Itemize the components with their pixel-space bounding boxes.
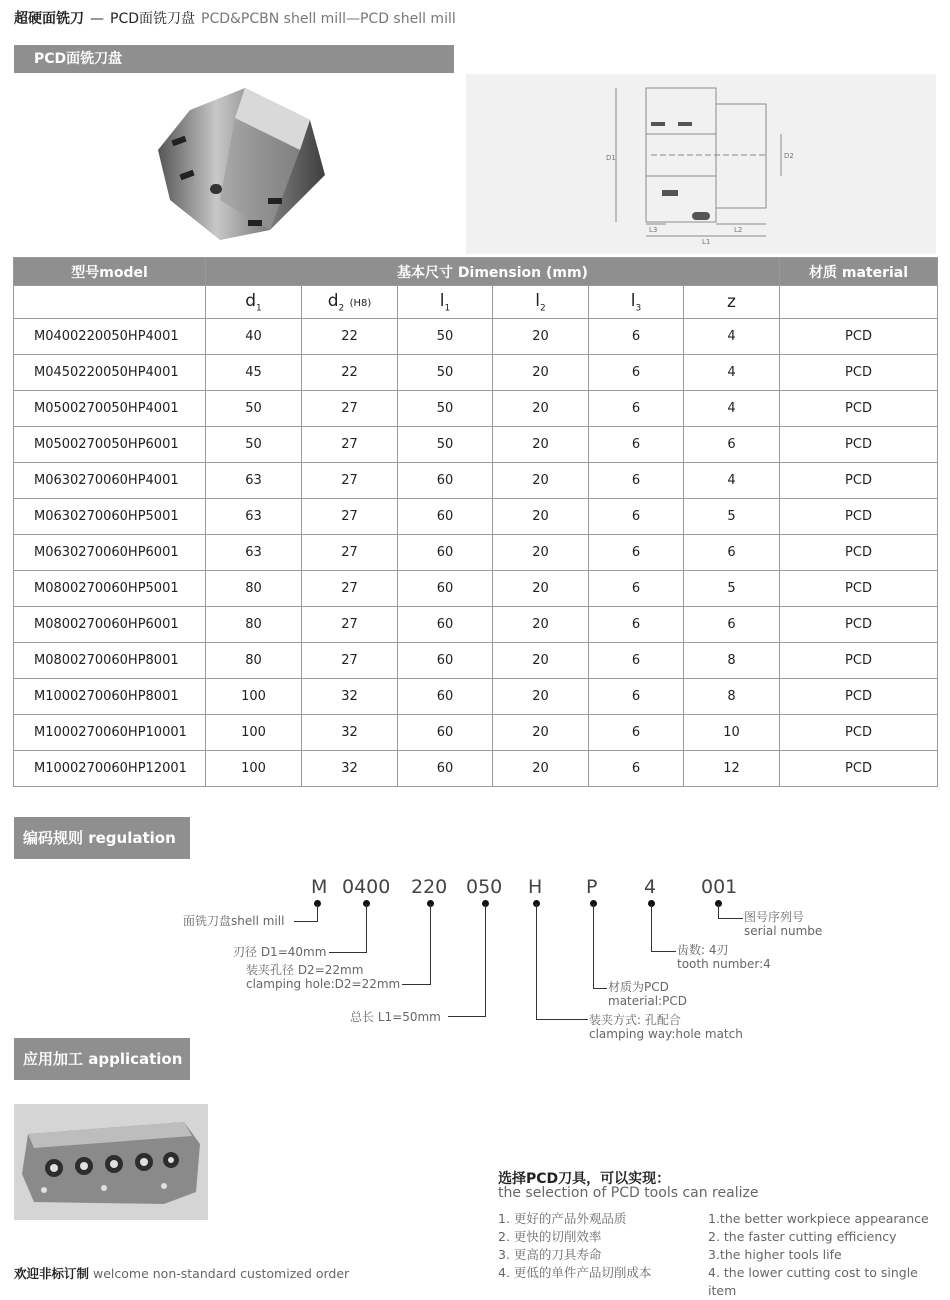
cell-d1: 100	[206, 679, 302, 715]
cell-d1: 63	[206, 499, 302, 535]
cell-model: M0630270060HP5001	[14, 499, 206, 535]
annotation-material-en: material:PCD	[608, 994, 687, 1008]
table-row	[14, 391, 938, 427]
connector-line	[593, 988, 607, 989]
subheader-l2: $l_2$	[493, 286, 589, 319]
code-part-material: P	[586, 876, 598, 898]
cell-d1: 40	[206, 319, 302, 355]
cell-z: 4	[684, 391, 780, 427]
subheader-z: z	[684, 286, 780, 319]
annotation-tooth-cn: 齿数: 4刃	[677, 943, 729, 957]
annotation-clamp-en: clamping way:hole match	[589, 1027, 743, 1041]
cell-d2: 27	[302, 643, 398, 679]
cell-material: PCD	[780, 751, 938, 787]
code-part-clamp: H	[528, 876, 543, 898]
drawing-label-d2: D2	[784, 152, 794, 160]
code-part-d2: 220	[411, 876, 448, 898]
selection-title-en: the selection of PCD tools can realize	[498, 1185, 759, 1201]
cell-d2: 32	[302, 679, 398, 715]
cell-model: M0800270060HP8001	[14, 643, 206, 679]
cell-d2: 27	[302, 535, 398, 571]
cell-model: M0500270050HP4001	[14, 391, 206, 427]
cell-d1: 63	[206, 535, 302, 571]
cell-z: 12	[684, 751, 780, 787]
cell-l1: 60	[398, 715, 493, 751]
subheader-d1: $d_1$	[206, 286, 302, 319]
cell-d1: 50	[206, 391, 302, 427]
cell-l1: 50	[398, 319, 493, 355]
cell-l1: 50	[398, 355, 493, 391]
cell-model: M1000270060HP12001	[14, 751, 206, 787]
cell-d1: 45	[206, 355, 302, 391]
cell-l1: 60	[398, 463, 493, 499]
connector-line	[366, 904, 367, 953]
annotation-tooth-en: tooth number:4	[677, 957, 771, 971]
cell-model: M0450220050HP4001	[14, 355, 206, 391]
annotation-material-cn: 材质为PCD	[608, 980, 669, 994]
drawing-label-l1: L1	[702, 238, 711, 246]
connector-line	[651, 904, 652, 952]
cell-l3: 6	[589, 643, 684, 679]
cell-l3: 6	[589, 751, 684, 787]
annotation-serial-en: serial numbe	[744, 924, 823, 938]
cell-l2: 20	[493, 427, 589, 463]
cell-l1: 60	[398, 751, 493, 787]
cell-l2: 20	[493, 355, 589, 391]
col-header-material: 材质 material	[780, 258, 938, 286]
cell-material: PCD	[780, 391, 938, 427]
header-subtitle: PCD面铣刀盘	[110, 11, 195, 27]
cell-d2: 27	[302, 463, 398, 499]
connector-line	[536, 904, 537, 1020]
cell-l2: 20	[493, 463, 589, 499]
cell-l3: 6	[589, 607, 684, 643]
connector-line	[651, 951, 676, 952]
list-item: 1. 更好的产品外观品质	[498, 1211, 627, 1226]
cell-d2: 27	[302, 391, 398, 427]
connector-line	[402, 984, 431, 985]
table-row	[14, 535, 938, 571]
cell-material: PCD	[780, 535, 938, 571]
cell-l3: 6	[589, 715, 684, 751]
annotation-d2-cn: 装夹孔径 D2=22mm	[246, 963, 364, 977]
code-part-teeth: 4	[644, 876, 657, 898]
cell-l2: 20	[493, 499, 589, 535]
cell-l2: 20	[493, 679, 589, 715]
cell-z: 4	[684, 355, 780, 391]
cell-l3: 6	[589, 319, 684, 355]
section-bar-product: PCD面铣刀盘	[14, 45, 454, 73]
list-item: 1.the better workpiece appearance	[708, 1211, 929, 1226]
table-row	[14, 499, 938, 535]
cell-material: PCD	[780, 715, 938, 751]
cell-material: PCD	[780, 427, 938, 463]
cell-material: PCD	[780, 355, 938, 391]
table-row	[14, 319, 938, 355]
connector-line	[448, 1016, 486, 1017]
drawing-label-l2: L2	[734, 226, 743, 234]
cell-model: M0800270060HP6001	[14, 607, 206, 643]
table-row	[14, 571, 938, 607]
drawing-label-l3: L3	[649, 226, 658, 234]
cell-model: M0500270050HP6001	[14, 427, 206, 463]
code-part-d1: 0400	[342, 876, 391, 898]
table-row	[14, 355, 938, 391]
cell-l2: 20	[493, 391, 589, 427]
cell-l2: 20	[493, 715, 589, 751]
cell-material: PCD	[780, 607, 938, 643]
table-row	[14, 715, 938, 751]
list-item: 4. the lower cutting cost to single item	[708, 1265, 918, 1298]
connector-line	[317, 904, 318, 922]
table-row	[14, 643, 938, 679]
footer-en: welcome non-standard customized order	[93, 1266, 350, 1281]
cell-d1: 80	[206, 607, 302, 643]
code-part-serial: 001	[701, 876, 738, 898]
connector-line	[718, 918, 743, 919]
footer-note	[14, 1264, 349, 1282]
annotation-serial-cn: 图号序列号	[744, 910, 805, 924]
annotation-d2-en: clamping hole:D2=22mm	[246, 977, 401, 991]
cell-l3: 6	[589, 535, 684, 571]
cell-l2: 20	[493, 535, 589, 571]
cell-material: PCD	[780, 499, 938, 535]
footer-cn: 欢迎非标订制	[14, 1266, 90, 1281]
cell-model: M1000270060HP8001	[14, 679, 206, 715]
benefit-list-cn	[498, 1210, 651, 1282]
connector-line	[485, 904, 486, 1017]
annotation-shell-mill: 面铣刀盘shell mill	[183, 914, 285, 928]
cell-model: M0630270060HP6001	[14, 535, 206, 571]
cell-material: PCD	[780, 643, 938, 679]
code-part-m: M	[311, 876, 328, 898]
cell-l2: 20	[493, 607, 589, 643]
page-header	[14, 8, 456, 28]
cell-d2: 27	[302, 607, 398, 643]
cell-l3: 6	[589, 463, 684, 499]
subheader-d2: $d_2$ (H8)	[302, 286, 398, 319]
cell-d2: 27	[302, 427, 398, 463]
connector-line	[329, 952, 367, 953]
cell-d2: 22	[302, 355, 398, 391]
cell-material: PCD	[780, 463, 938, 499]
table-row	[14, 751, 938, 787]
cell-material: PCD	[780, 319, 938, 355]
table-row	[14, 427, 938, 463]
cell-d2: 32	[302, 715, 398, 751]
cell-l1: 60	[398, 643, 493, 679]
subheader-blank	[14, 286, 206, 319]
cell-model: M0400220050HP4001	[14, 319, 206, 355]
cell-d1: 80	[206, 643, 302, 679]
subheader-l1: $l_1$	[398, 286, 493, 319]
cell-d2: 32	[302, 751, 398, 787]
cell-l2: 20	[493, 319, 589, 355]
cell-material: PCD	[780, 679, 938, 715]
list-item: 4. 更低的单件产品切削成本	[498, 1265, 652, 1280]
application-photo	[14, 1104, 208, 1220]
cell-z: 6	[684, 427, 780, 463]
cell-z: 8	[684, 679, 780, 715]
cell-l2: 20	[493, 643, 589, 679]
cell-l1: 60	[398, 607, 493, 643]
cell-l1: 50	[398, 391, 493, 427]
cell-d1: 80	[206, 571, 302, 607]
cell-l2: 20	[493, 751, 589, 787]
table-row	[14, 463, 938, 499]
list-item: 2. the faster cutting efficiency	[708, 1229, 897, 1244]
benefit-list-en	[708, 1210, 950, 1300]
section-bar-application: 应用加工 application	[14, 1038, 190, 1080]
selection-title-cn: 选择PCD刀具，可以实现：	[498, 1171, 671, 1187]
cell-l3: 6	[589, 391, 684, 427]
cell-d2: 22	[302, 319, 398, 355]
table-row	[14, 607, 938, 643]
cell-material: PCD	[780, 571, 938, 607]
cell-l2: 20	[493, 571, 589, 607]
cell-l1: 60	[398, 499, 493, 535]
cell-z: 4	[684, 319, 780, 355]
subheader-blank	[780, 286, 938, 319]
connector-line	[430, 904, 431, 985]
cell-model: M0630270060HP4001	[14, 463, 206, 499]
product-photo	[150, 80, 330, 250]
cell-d1: 100	[206, 715, 302, 751]
col-header-model: 型号model	[14, 258, 206, 286]
cell-l3: 6	[589, 427, 684, 463]
cell-model: M1000270060HP10001	[14, 715, 206, 751]
cell-z: 10	[684, 715, 780, 751]
header-title-cn: 超硬面铣刀	[14, 11, 84, 27]
cell-l3: 6	[589, 571, 684, 607]
cell-d1: 63	[206, 463, 302, 499]
cell-d2: 27	[302, 499, 398, 535]
cell-d1: 100	[206, 751, 302, 787]
spec-table	[13, 257, 938, 787]
cell-l1: 60	[398, 535, 493, 571]
connector-line	[718, 904, 719, 919]
list-item: 3.the higher tools life	[708, 1247, 842, 1262]
cell-d1: 50	[206, 427, 302, 463]
cell-d2: 27	[302, 571, 398, 607]
connector-line	[536, 1019, 588, 1020]
cell-l3: 6	[589, 355, 684, 391]
cell-z: 5	[684, 499, 780, 535]
cell-z: 4	[684, 463, 780, 499]
cell-model: M0800270060HP5001	[14, 571, 206, 607]
annotation-clamp-cn: 装夹方式: 孔配合	[589, 1013, 681, 1027]
cell-l1: 60	[398, 679, 493, 715]
cell-z: 8	[684, 643, 780, 679]
connector-line	[294, 921, 318, 922]
annotation-l1: 总长 L1=50mm	[350, 1010, 441, 1024]
cell-z: 6	[684, 607, 780, 643]
subheader-l3: $l_3$	[589, 286, 684, 319]
drawing-label-d1: D1	[606, 154, 616, 162]
cell-l3: 6	[589, 499, 684, 535]
annotation-d1: 刃径 D1=40mm	[233, 945, 327, 959]
header-dash: —	[90, 11, 104, 27]
list-item: 2. 更快的切削效率	[498, 1229, 602, 1244]
list-item: 3. 更高的刀具寿命	[498, 1247, 602, 1262]
cell-l1: 50	[398, 427, 493, 463]
cell-l3: 6	[589, 679, 684, 715]
connector-line	[593, 904, 594, 989]
table-row	[14, 679, 938, 715]
header-title-en: PCD&PCBN shell mill—PCD shell mill	[201, 11, 456, 27]
cell-z: 6	[684, 535, 780, 571]
code-part-l1: 050	[466, 876, 503, 898]
col-header-dimension: 基本尺寸 Dimension (mm)	[206, 258, 780, 286]
cell-z: 5	[684, 571, 780, 607]
cell-l1: 60	[398, 571, 493, 607]
section-bar-regulation: 编码规则 regulation	[14, 817, 190, 859]
technical-drawing	[466, 74, 936, 254]
